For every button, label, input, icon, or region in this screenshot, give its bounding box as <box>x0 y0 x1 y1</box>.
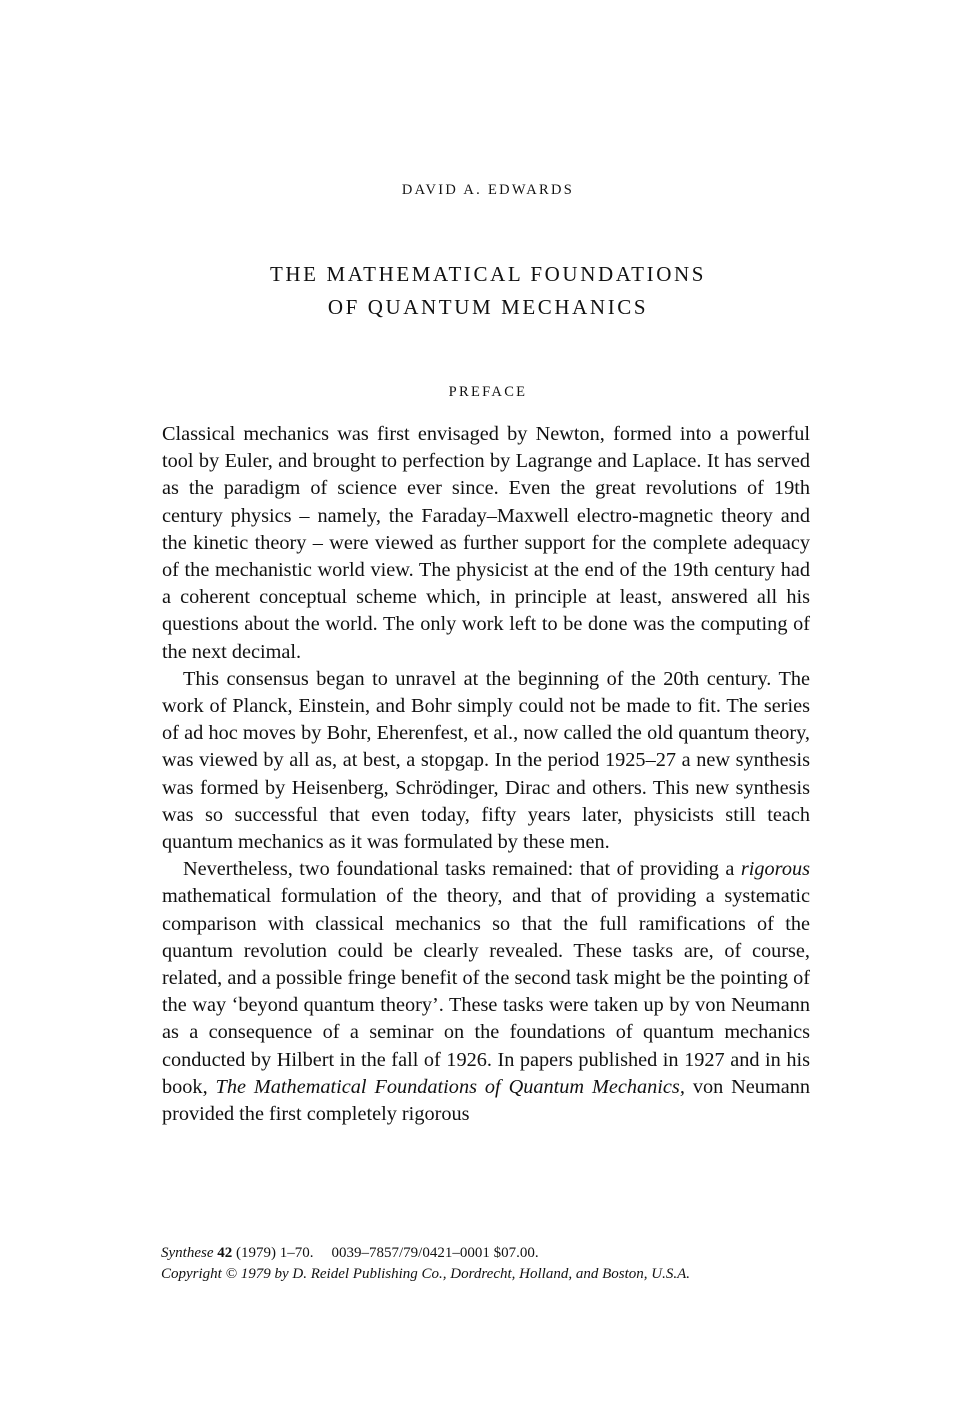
section-heading: PREFACE <box>448 384 528 400</box>
book-title: The Mathematical Foundations of Quantum Mechanics, <box>215 1075 685 1098</box>
paragraph-3 <box>162 856 810 1128</box>
paragraph-2: This consensus began to unravel at the beginning of the 20th century. The work of Planck, Einstein, and Bohr simply could not be made to fit. The series of ad hoc moves by Bohr, Eherenfest, et al., now called the old quantum theory, was viewed by all as, at best, a stopgap. In the period 1925–27 a new synthesis was formed by Heisenberg, Schrödinger, Dirac and others. This new synthesis was so successful that even today, fifty years later, physicists still teach quantum mechanics as it was formulated by these men. <box>162 667 810 854</box>
paragraph-3-part-c: mathematical formulation of the theory, and that of providing a systematic comparison with classical mechanics so that the full ramifications of the quantum revolution could be clearly revealed. These tasks are, of course, related, and a possible fringe benefit of the second task might be the pointing of the way ‘beyond quantum theory’. These tasks were taken up by von Neumann as a consequence of a seminar on the foundations of quantum mechanics conducted by Hilbert in the fall of 1926. In papers published in 1927 and in his book, <box>162 885 810 1098</box>
citation-line <box>161 1243 821 1264</box>
page-title <box>0 258 976 324</box>
footer <box>161 1243 821 1285</box>
emphasis-rigorous: rigorous <box>740 858 810 881</box>
title-line-1: THE MATHEMATICAL FOUNDATIONS <box>269 262 706 286</box>
paragraph-3-part-a: Nevertheless, two foundational tasks remained: that of providing a <box>183 858 741 881</box>
copyright-text: Copyright © 1979 by D. Reidel Publishing Co., Dordrecht, Holland, and Boston, U.S.A. <box>161 1266 690 1282</box>
body-text <box>162 421 810 1128</box>
journal-volume: 42 <box>217 1245 233 1261</box>
journal-pages: (1979) 1–70. <box>235 1245 314 1261</box>
title-line-2: OF QUANTUM MECHANICS <box>327 295 649 319</box>
paragraph-1: Classical mechanics was first envisaged by Newton, formed into a powerful tool by Euler, and brought to perfection by Lagrange and Laplace. It has served as the paradigm of science ever since. Even the great revolutions of 19th century physics – namely, the Faraday–Maxwell electro-magnetic theory and the kinetic theory – were viewed as further support for the complete adequacy of the mechanistic world view. The physicist at the end of the 19th century had a coherent conceptual scheme which, in principle at least, answered all his questions about the world. The only work left to be done was the computing of the next decimal. <box>162 423 810 663</box>
author-name: DAVID A. EDWARDS <box>401 182 575 198</box>
paragraph-3-part-e: von Neumann provided the first completely rigorous <box>162 1075 810 1126</box>
copyright-line <box>161 1264 821 1285</box>
journal-name: Synthese <box>161 1245 214 1261</box>
article-code: 0039–7857/79/0421–0001 $07.00. <box>331 1245 539 1261</box>
